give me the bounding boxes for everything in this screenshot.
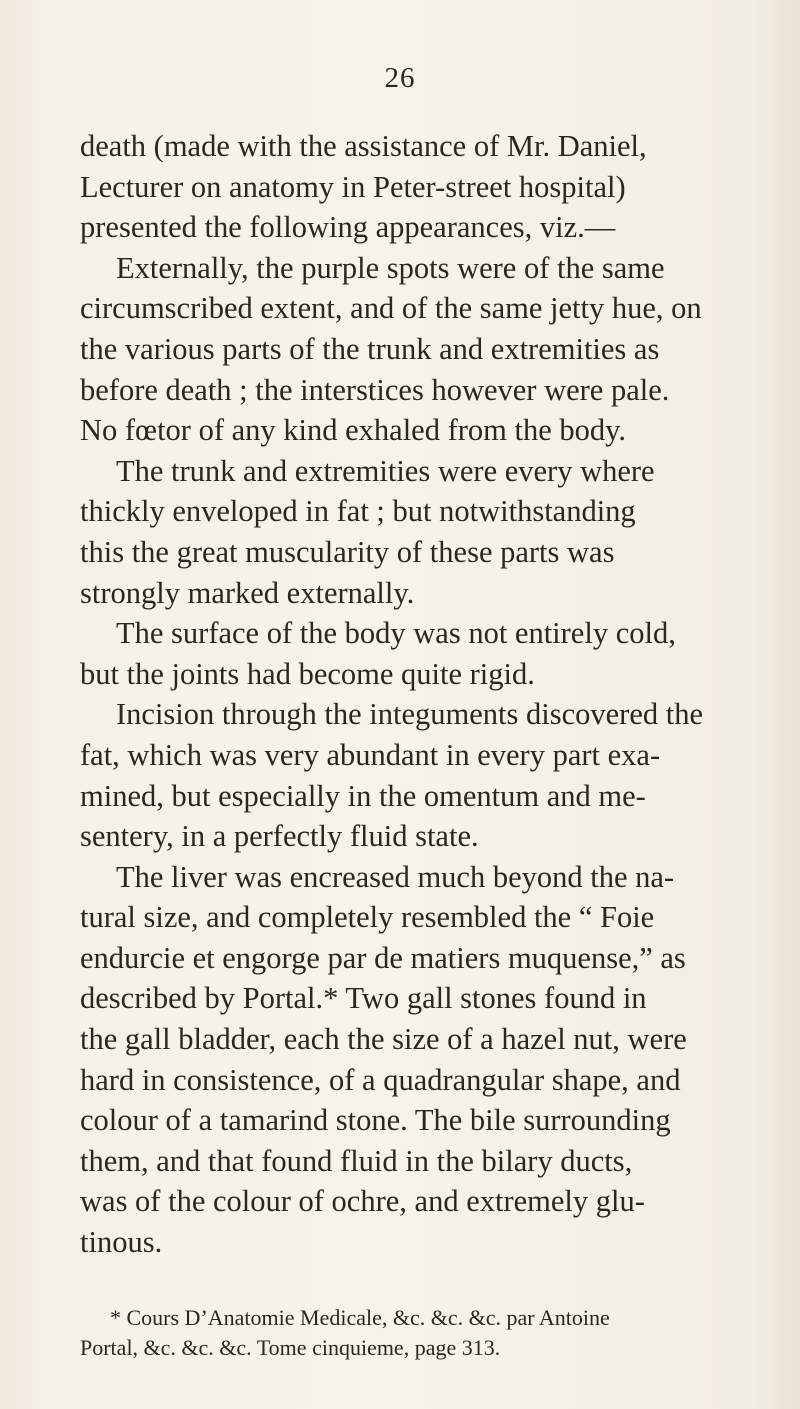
text-line: strongly marked externally. — [80, 575, 415, 610]
text-line: The liver was encreased much beyond the na- — [116, 859, 675, 894]
text-line: thickly enveloped in fat ; but notwithstanding — [80, 494, 636, 529]
footnote-line: * Cours D’Anatomie Medicale, &c. &c. &c. par Antoine — [110, 1305, 610, 1330]
text-line: The trunk and extremities were every where — [116, 453, 655, 488]
text-line: colour of a tamarind stone. The bile surrounding — [80, 1103, 671, 1138]
text-line: endurcie et engorge par de matiers muquense,” as — [80, 940, 686, 975]
text-line: The surface of the body was not entirely cold, — [116, 616, 676, 651]
text-line: No fœtor of any kind exhaled from the body. — [80, 413, 627, 448]
text-line: the gall bladder, each the size of a hazel nut, were — [80, 1022, 687, 1057]
page-number: 26 — [384, 62, 416, 94]
text-line: death (made with the assistance of Mr. Daniel, — [80, 129, 647, 163]
footnote-line: Portal, &c. &c. &c. Tome cinquieme, page 313. — [80, 1335, 501, 1360]
text-line: was of the colour of ochre, and extremely glu- — [80, 1184, 645, 1219]
text-line: fat, which was very abundant in every part exa- — [80, 737, 661, 772]
text-line: presented the following appearances, viz.— — [80, 210, 616, 245]
text-line: circumscribed extent, and of the same jetty hue, on — [80, 291, 702, 326]
text-line: Incision through the integuments discovered the — [116, 697, 703, 732]
text-line: this the great muscularity of these parts was — [80, 534, 615, 569]
text-line: the various parts of the trunk and extremities as — [80, 331, 660, 366]
text-line: tinous. — [80, 1225, 163, 1260]
footnote — [80, 1303, 720, 1363]
text-line: Lecturer on anatomy in Peter-street hospital) — [80, 169, 626, 204]
text-line: sentery, in a perfectly fluid state. — [80, 819, 479, 854]
text-line: mined, but especially in the omentum and me- — [80, 778, 646, 813]
text-line: tural size, and completely resembled the “ Foie — [80, 900, 655, 935]
text-line: Externally, the purple spots were of the same — [116, 250, 665, 285]
text-line: described by Portal.* Two gall stones found in — [80, 981, 647, 1016]
text-line: hard in consistence, of a quadrangular shape, and — [80, 1062, 681, 1097]
text-line: them, and that found fluid in the bilary ducts, — [80, 1143, 633, 1178]
body-text — [80, 126, 710, 1263]
text-line: before death ; the interstices however were pale. — [80, 372, 670, 407]
text-line: but the joints had become quite rigid. — [80, 656, 535, 691]
